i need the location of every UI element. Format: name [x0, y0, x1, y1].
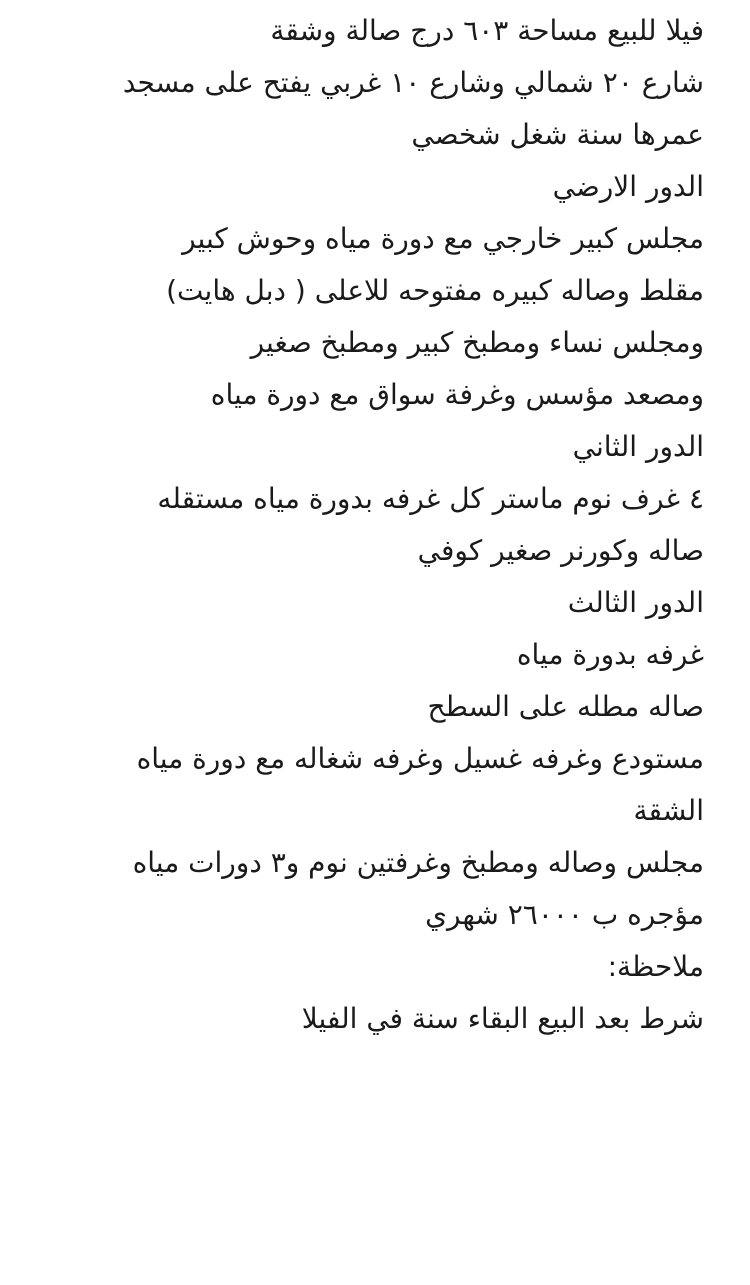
note-line-apartment-rent: مؤجره ب ٢٦٠٠٠ شهري — [425, 898, 704, 931]
note-line-second-floor-heading: الدور الثاني — [572, 430, 704, 463]
note-line-ground-floor-heading: الدور الارضي — [552, 170, 704, 203]
note-line-ground-4: ومصعد مؤسس وغرفة سواق مع دورة مياه — [210, 378, 704, 411]
note-line-third-3: مستودع وغرفه غسيل وغرفه شغاله مع دورة مياه — [136, 742, 704, 775]
note-line-apartment-1: مجلس وصاله ومطبخ وغرفتين نوم و٣ دورات مياه — [132, 846, 704, 879]
note-line-third-2: صاله مطله على السطح — [427, 690, 704, 723]
note-line-second-1: ٤ غرف نوم ماستر كل غرفه بدورة مياه مستقله — [157, 482, 704, 515]
note-line-streets: شارع ٢٠ شمالي وشارع ١٠ غربي يفتح على مسجد — [122, 66, 704, 99]
note-line-ground-2: مقلط وصاله كبيره مفتوحه للاعلى ( دبل هايت) — [166, 274, 704, 307]
note-line-third-1: غرفه بدورة مياه — [516, 638, 704, 671]
note-text — [40, 5, 704, 1045]
note-line-remark-heading: ملاحظة: — [607, 950, 704, 983]
note-line-second-2: صاله وكورنر صغير كوفي — [417, 534, 704, 567]
note-line-age: عمرها سنة شغل شخصي — [411, 118, 704, 151]
note-line-ground-1: مجلس كبير خارجي مع دورة مياه وحوش كبير — [182, 222, 704, 255]
note-line-remark: شرط بعد البيع البقاء سنة في الفيلا — [301, 1002, 704, 1035]
note-line-third-floor-heading: الدور الثالث — [567, 586, 704, 619]
note-line-title: فيلا للبيع مساحة ٦٠٣ درج صالة وشقة — [270, 14, 704, 47]
note-line-ground-3: ومجلس نساء ومطبخ كبير ومطبخ صغير — [250, 326, 704, 359]
note-line-apartment-heading: الشقة — [633, 794, 704, 827]
